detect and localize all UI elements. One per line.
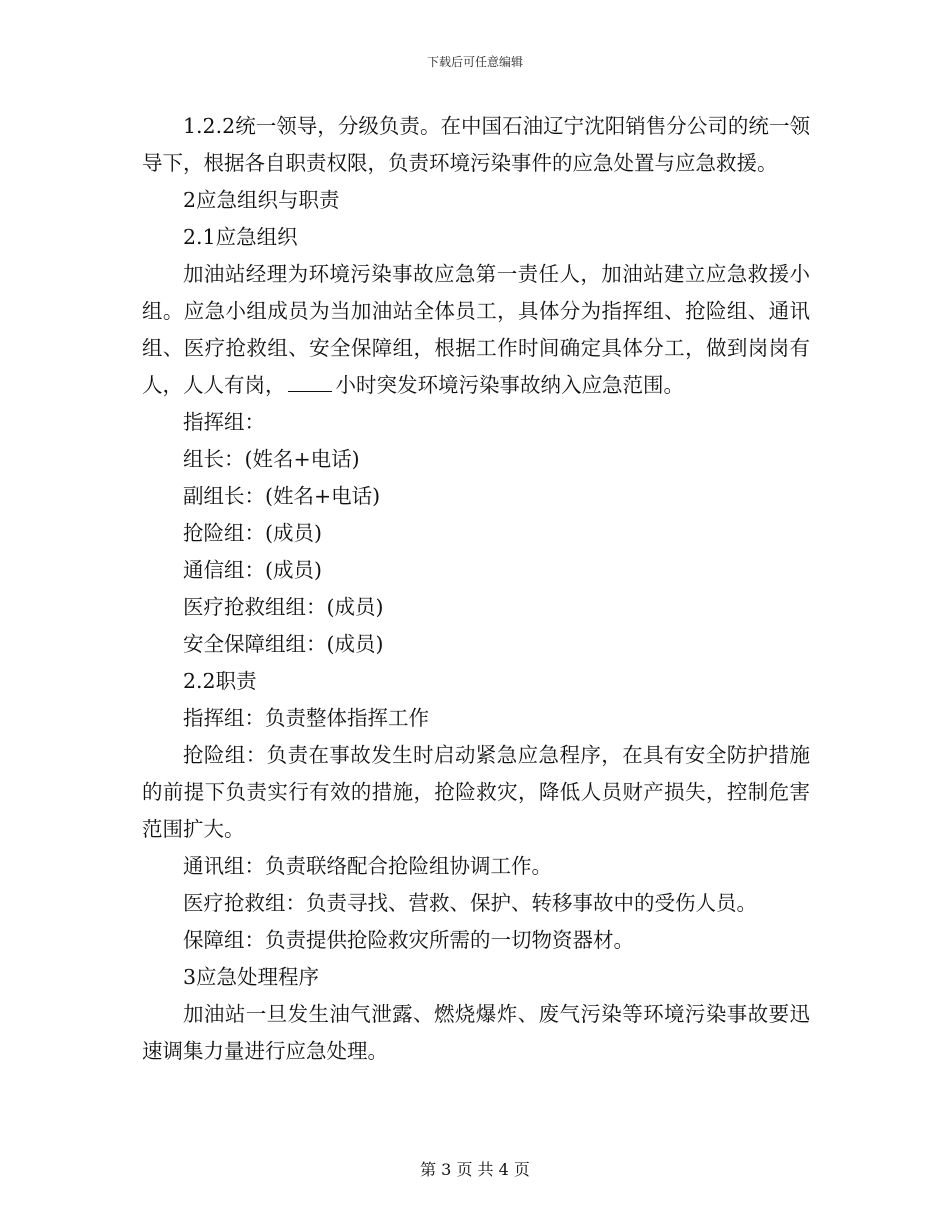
page-number-footer: 第 3 页 共 4 页 xyxy=(420,1160,530,1179)
subsection-heading-2-2: 2.2职责 xyxy=(183,669,257,693)
deputy-leader-line: 副组长：(姓名+电话) xyxy=(183,484,381,508)
section-heading-3: 3应急处理程序 xyxy=(183,965,320,989)
command-group-label: 指挥组： xyxy=(183,410,265,434)
command-duty-line: 指挥组：负责整体指挥工作 xyxy=(183,706,429,730)
paragraph-unified-leadership: 1.2.2统一领导，分级负责。在中国石油辽宁沈阳销售分公司的统一领导下，根据各自职责权限，负责环境污染事件的应急处置与应急救援。 xyxy=(142,114,810,175)
header-note: 下载后可任意编辑 xyxy=(426,55,523,69)
medical-group-line: 医疗抢救组组：(成员) xyxy=(183,595,384,619)
fill-in-blank xyxy=(288,371,332,392)
rescue-group-line: 抢险组：(成员) xyxy=(183,521,322,545)
group-leader-line: 组长：(姓名+电话) xyxy=(183,447,360,471)
communication-group-line: 通信组：(成员) xyxy=(183,558,322,582)
section-heading-2: 2应急组织与职责 xyxy=(183,188,340,212)
paragraph-text-after-blank: 小时突发环境污染事故纳入应急范围。 xyxy=(335,373,684,397)
document-body xyxy=(142,108,810,1070)
paragraph-emergency-organization xyxy=(142,256,810,404)
subsection-heading-2-1: 2.1应急组织 xyxy=(183,225,298,249)
emergency-procedure-paragraph: 加油站一旦发生油气泄露、燃烧爆炸、废气污染等环境污染事故要迅速调集力量进行应急处理。 xyxy=(142,1002,810,1063)
communication-duty-line: 通讯组：负责联络配合抢险组协调工作。 xyxy=(183,854,552,878)
support-duty-line: 保障组：负责提供抢险救灾所需的一切物资器材。 xyxy=(183,928,634,952)
safety-group-line: 安全保障组组：(成员) xyxy=(183,632,384,656)
rescue-duty-paragraph: 抢险组：负责在事故发生时启动紧急应急程序，在具有安全防护措施的前提下负责实行有效的措施，抢险救灾，降低人员财产损失，控制危害范围扩大。 xyxy=(142,743,810,841)
medical-duty-line: 医疗抢救组：负责寻找、营救、保护、转移事故中的受伤人员。 xyxy=(183,891,757,915)
paragraph-text-before-blank: 加油站经理为环境污染事故应急第一责任人，加油站建立应急救援小组。应急小组成员为当加油站全体员工，具体分为指挥组、抢险组、通讯组、医疗抢救组、安全保障组，根据工作时间确定具体分工，做到岗岗有人，人人有岗， xyxy=(142,262,810,397)
